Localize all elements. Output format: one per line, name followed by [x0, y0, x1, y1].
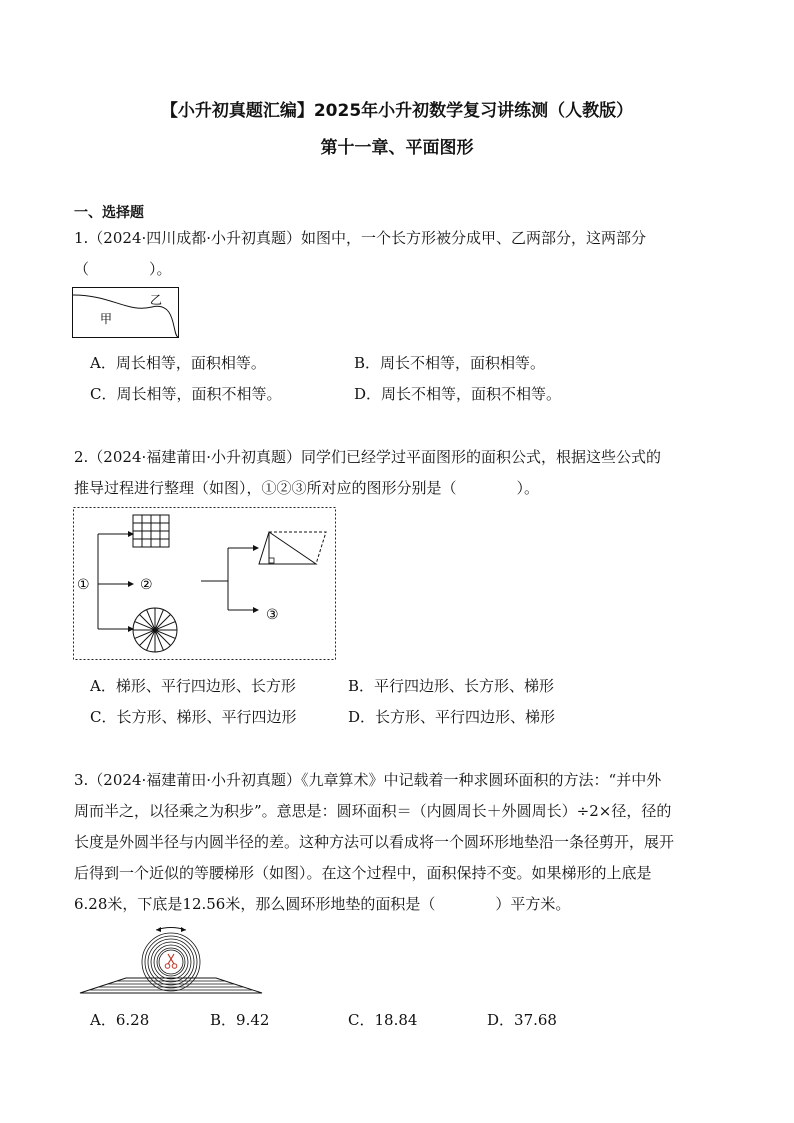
q1-text-line1: 1.（2024·四川成都·小升初真题）如图中，一个长方形被分成甲、乙两部分，这两部分 [74, 229, 647, 247]
sectored-circle-shape [133, 608, 177, 652]
q1-option-b: B．周长不相等，面积相等。 [354, 354, 546, 372]
q1-label-jia: 甲 [100, 312, 113, 326]
q2-derivation-diagram [73, 507, 337, 661]
q3-option-b: B．9.42 [210, 1011, 270, 1029]
grid-rectangle-shape [133, 515, 169, 547]
q3-option-c: C．18.84 [348, 1011, 418, 1029]
q1-rectangle-figure [72, 287, 180, 339]
document-title: 【小升初真题汇编】2025年小升初数学复习讲练测（人教版） [160, 101, 634, 121]
q3-text-line2: 周而半之，以径乘之为积步”。意思是：圆环面积＝（内圆周长＋外圆周长）÷2×径，径的 [74, 802, 672, 820]
q3-annulus-trapezoid-figure [78, 926, 264, 996]
q2-text-line2: 推导过程进行整理（如图），①②③所对应的图形分别是（ ）。 [74, 479, 540, 497]
q1-option-d: D．周长不相等，面积不相等。 [354, 385, 562, 403]
q3-text-line1: 3.（2024·福建莆田·小升初真题）《九章算术》中记载着一种求圆环面积的方法：“并中外 [74, 771, 662, 789]
q1-label-yi: 乙 [150, 293, 163, 307]
q2-label-1: ① [77, 577, 90, 593]
q3-text-line5: 6.28米，下底是12.56米，那么圆环形地垫的面积是（ ）平方米。 [74, 895, 571, 913]
q3-text-line4: 后得到一个近似的等腰梯形（如图）。在这个过程中，面积保持不变。如果梯形的上底是 [74, 864, 652, 882]
q2-text-line1: 2.（2024·福建莆田·小升初真题）同学们已经学过平面图形的面积公式，根据这些公式的 [74, 448, 662, 466]
q1-option-a: A．周长相等，面积相等。 [90, 354, 266, 372]
q2-option-d: D．长方形、平行四边形、梯形 [348, 708, 556, 726]
section-heading: 一、选择题 [74, 205, 144, 221]
chapter-title: 第十一章、平面图形 [320, 138, 474, 158]
triangle-parallelogram-shape [259, 532, 326, 564]
q2-label-3: ③ [266, 607, 279, 623]
q3-text-line3: 长度是外圆半径与内圆半径的差。这种方法可以看成将一个圆环形地垫沿一条径剪开，展开 [74, 833, 675, 851]
q3-option-a: A．6.28 [90, 1011, 150, 1029]
q2-option-b: B．平行四边形、长方形、梯形 [348, 677, 555, 695]
q2-label-2: ② [140, 577, 153, 593]
q1-text-line2: （ ）。 [74, 260, 172, 278]
q2-option-a: A．梯形、平行四边形、长方形 [90, 677, 296, 695]
q2-option-c: C．长方形、梯形、平行四边形 [90, 708, 297, 726]
q3-option-d: D．37.68 [487, 1011, 557, 1029]
q1-option-c: C．周长相等，面积不相等。 [90, 385, 282, 403]
